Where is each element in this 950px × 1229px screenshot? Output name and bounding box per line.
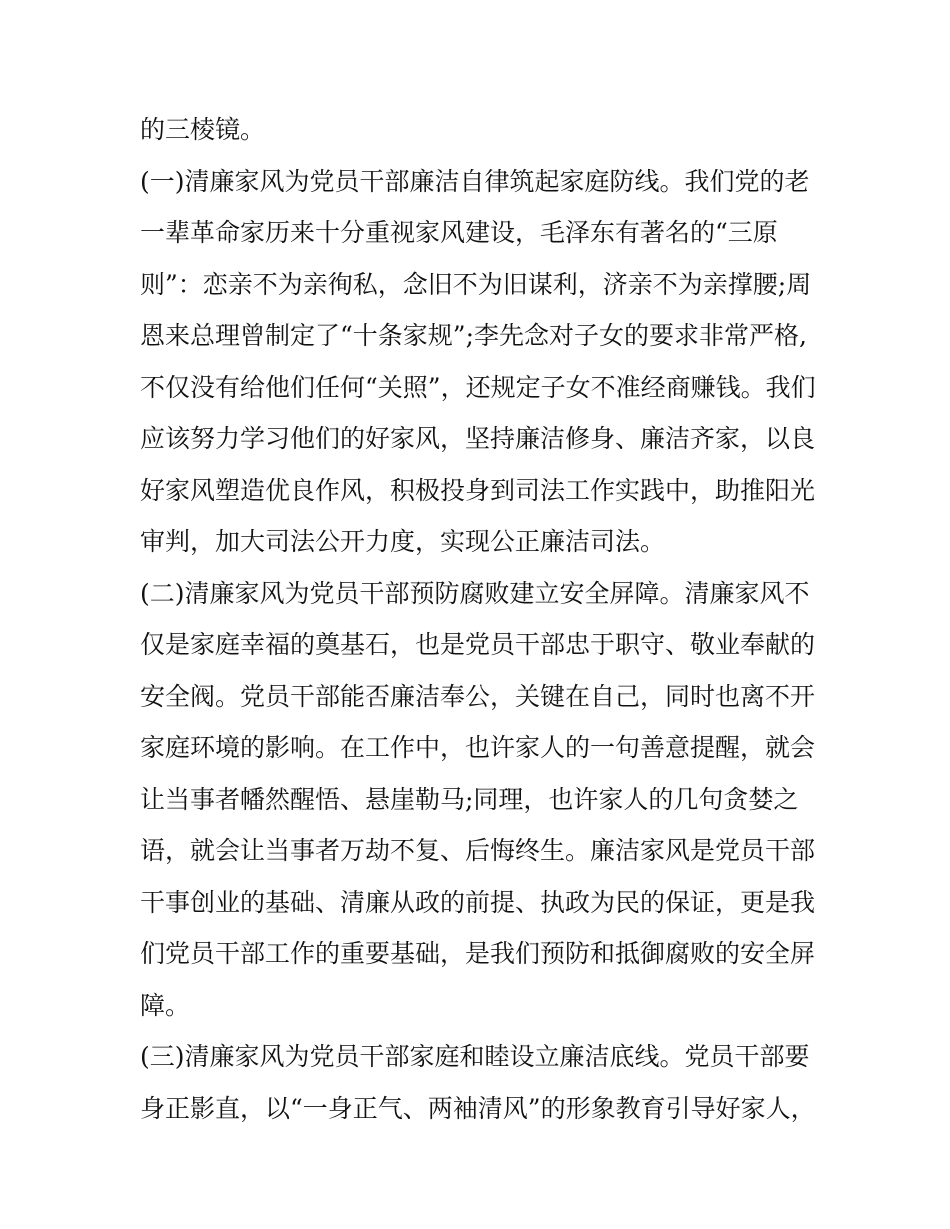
- text-line: 身正影直，以“一身正气、两袖清风”的形象教育引导好家人，: [140, 1093, 816, 1123]
- text-line: 让当事者幡然醒悟、悬崖勒马;同理，也许家人的几句贪婪之: [140, 784, 799, 814]
- text-line: 家庭环境的影响。在工作中，也许家人的一句善意提醒，就会: [140, 733, 816, 762]
- text-line: 语，就会让当事者万劫不复、后悔终生。廉洁家风是党员干部: [140, 836, 816, 865]
- text-line: (二)清廉家风为党员干部预防腐败建立安全屏障。清廉家风不: [140, 578, 810, 608]
- text-line: 一辈革命家历来十分重视家风建设，毛泽东有著名的“三原: [140, 218, 778, 247]
- text-line: 则”：恋亲不为亲徇私，念旧不为旧谋利，济亲不为亲撑腰;周: [140, 269, 812, 299]
- text-line: 干事创业的基础、清廉从政的前提、执政为民的保证，更是我: [140, 887, 816, 917]
- text-line: (三)清廉家风为党员干部家庭和睦设立廉洁底线。党员干部要: [140, 1042, 810, 1071]
- text-line: 审判，加大司法公开力度，实现公正廉洁司法。: [140, 527, 666, 556]
- text-line: 不仅没有给他们任何“关照”，还规定子女不准经商赚钱。我们: [140, 372, 816, 402]
- text-line: 们党员干部工作的重要基础，是我们预防和抵御腐败的安全屏: [140, 939, 816, 968]
- text-line: 好家风塑造优良作风，积极投身到司法工作实践中，助推阳光: [140, 475, 816, 505]
- text-line: 的三棱镜。: [140, 115, 266, 144]
- text-line: 安全阀。党员干部能否廉洁奉公，关键在自己，同时也离不开: [140, 681, 816, 711]
- text-line: 恩来总理曾制定了“十条家规”;李先念对子女的要求非常严格,: [140, 321, 807, 350]
- text-line: (一)清廉家风为党员干部廉洁自律筑起家庭防线。我们党的老: [140, 166, 810, 196]
- text-line: 障。: [140, 990, 191, 1020]
- text-line: 应该努力学习他们的好家风，坚持廉洁修身、廉洁齐家，以良: [140, 424, 816, 453]
- text-line: 仅是家庭幸福的奠基石，也是党员干部忠于职守、敬业奉献的: [140, 630, 816, 659]
- body-text: [140, 104, 820, 1134]
